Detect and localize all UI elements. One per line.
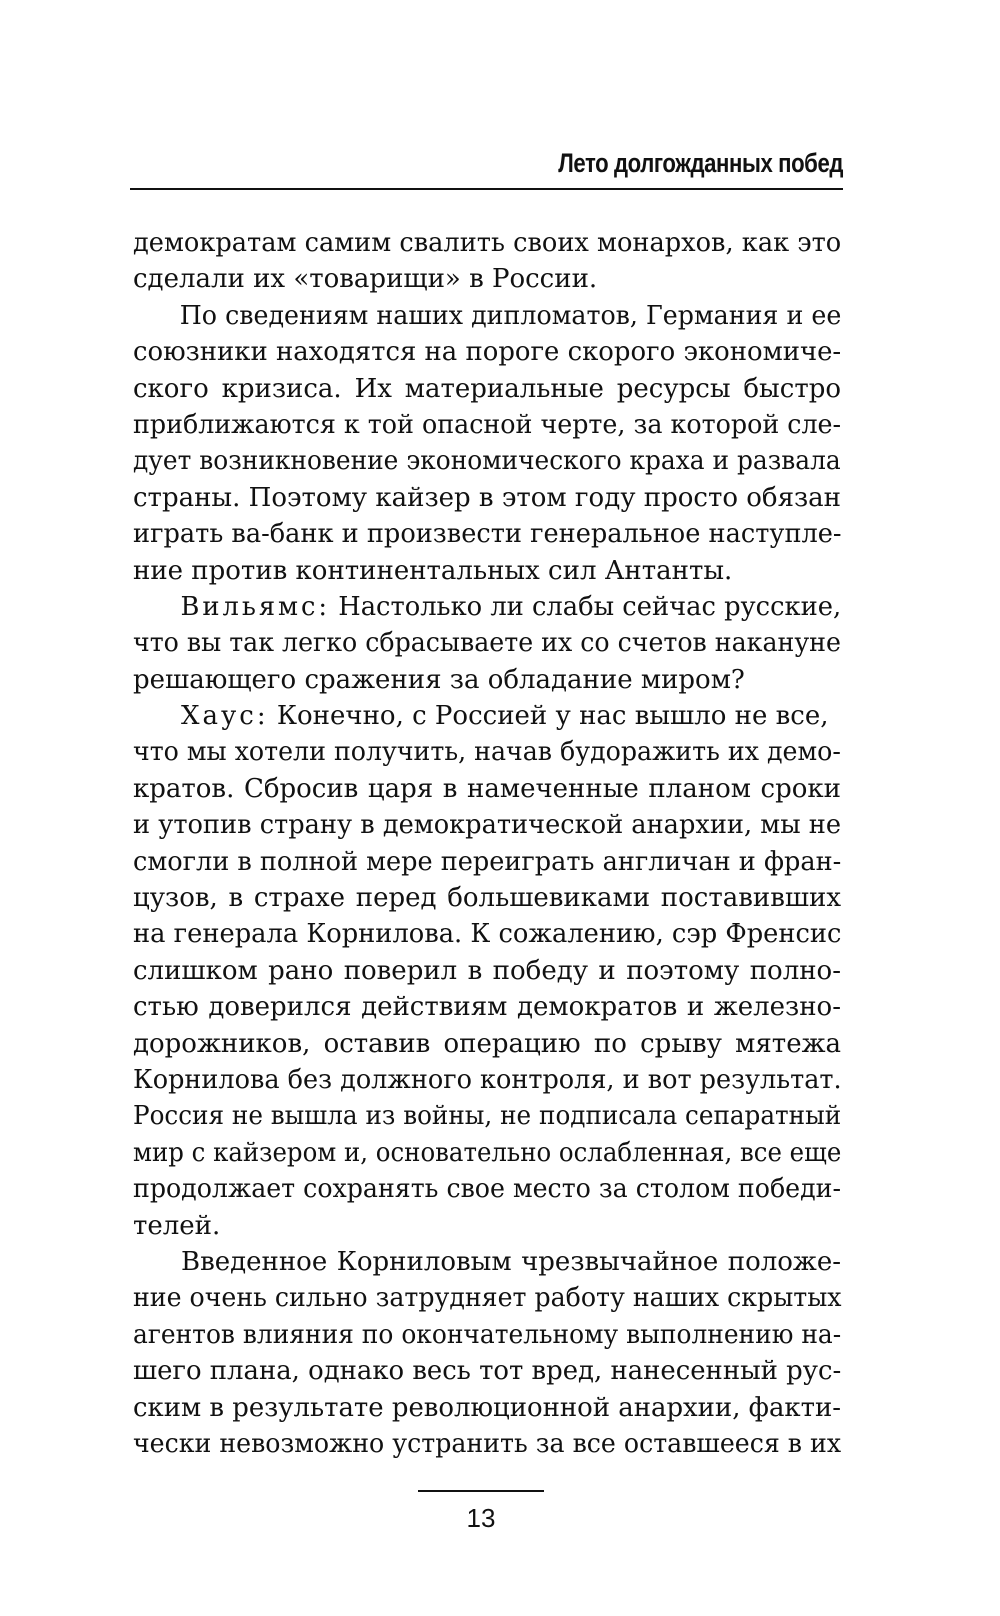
text-line: чески невозможно устранить за все оставшееся в их xyxy=(133,1428,842,1459)
text-line: и утопив страну в демократической анархии, мы не xyxy=(133,810,842,841)
text-line: кратов. Сбросив царя в намеченные планом сроки xyxy=(133,773,841,804)
text-line: Введенное Корниловым чрезвычайное положе- xyxy=(181,1246,841,1277)
text-line: смогли в полной мере переиграть англичан и фран- xyxy=(133,846,842,877)
text-line: дорожников, оставив операцию по срыву мятежа xyxy=(133,1028,841,1059)
text-line: продолжает сохранять свое место за столом победи- xyxy=(133,1174,842,1205)
text-line: телей. xyxy=(133,1210,221,1241)
footer-rule xyxy=(418,1490,544,1492)
text-line: Корнилова без должного контроля, и вот результат. xyxy=(133,1064,842,1095)
text-line: стью доверился действиям демократов и железно- xyxy=(133,992,841,1023)
speaker-name: Хаус: xyxy=(181,701,269,732)
page-number: 13 xyxy=(466,1503,496,1533)
text-line: решающего сражения за обладание миром? xyxy=(133,664,745,695)
header-rule xyxy=(130,188,843,190)
text-line: слишком рано поверил в победу и поэтому полно- xyxy=(133,955,841,986)
text-line: По сведениям наших дипломатов, Германия и ее xyxy=(179,300,842,331)
running-head: Лето долгожданных побед xyxy=(558,148,843,178)
text-line: что мы хотели получить, начав будоражить их демо- xyxy=(133,737,841,768)
text-line: ского кризиса. Их материальные ресурсы быстро xyxy=(133,373,841,404)
text-line: дует возникновение экономического краха и развала xyxy=(133,446,841,477)
text-line: мир с кайзером и, основательно ослабленная, все еще xyxy=(133,1137,842,1168)
text-line: демократам самим свалить своих монархов, как это xyxy=(133,228,842,258)
text-line: приближаются к той опасной черте, за которой сле- xyxy=(133,409,842,440)
text-line: сделали их «товарищи» в России. xyxy=(133,264,598,295)
text-line: союзники находятся на пороге скорого экономиче- xyxy=(133,337,842,368)
text-line: играть ва-банк и произвести генеральное наступле- xyxy=(133,519,842,550)
text-line: агентов влияния по окончательному выполнению на- xyxy=(133,1319,842,1350)
text-line: что вы так легко сбрасываете их со счетов накануне xyxy=(133,628,841,659)
text-line: шего плана, однако весь тот вред, нанесенный рус- xyxy=(133,1356,842,1387)
speaker-name: Вильямс: xyxy=(180,591,331,622)
text-line: ние против континентальных сил Антанты. xyxy=(133,555,733,586)
dialogue-text: Настолько ли слабы сейчас русские, xyxy=(330,591,842,622)
dialogue-text: Конечно, с Россией у нас вышло не все, xyxy=(268,701,829,732)
text-line: ние очень сильно затрудняет работу наших скрытых xyxy=(133,1283,842,1314)
text-line: страны. Поэтому кайзер в этом году просто обязан xyxy=(133,482,841,513)
dialogue-line xyxy=(133,589,841,625)
dialogue-line xyxy=(133,698,841,734)
text-line: на генерала Корнилова. К сожалению, сэр Френсис xyxy=(133,919,842,950)
text-line: ским в результате революционной анархии, факти- xyxy=(133,1392,842,1423)
text-line: Россия не вышла из войны, не подписала сепаратный xyxy=(133,1101,842,1132)
body-text xyxy=(133,225,841,1462)
text-line: цузов, в страхе перед большевиками поставивших xyxy=(133,883,841,914)
